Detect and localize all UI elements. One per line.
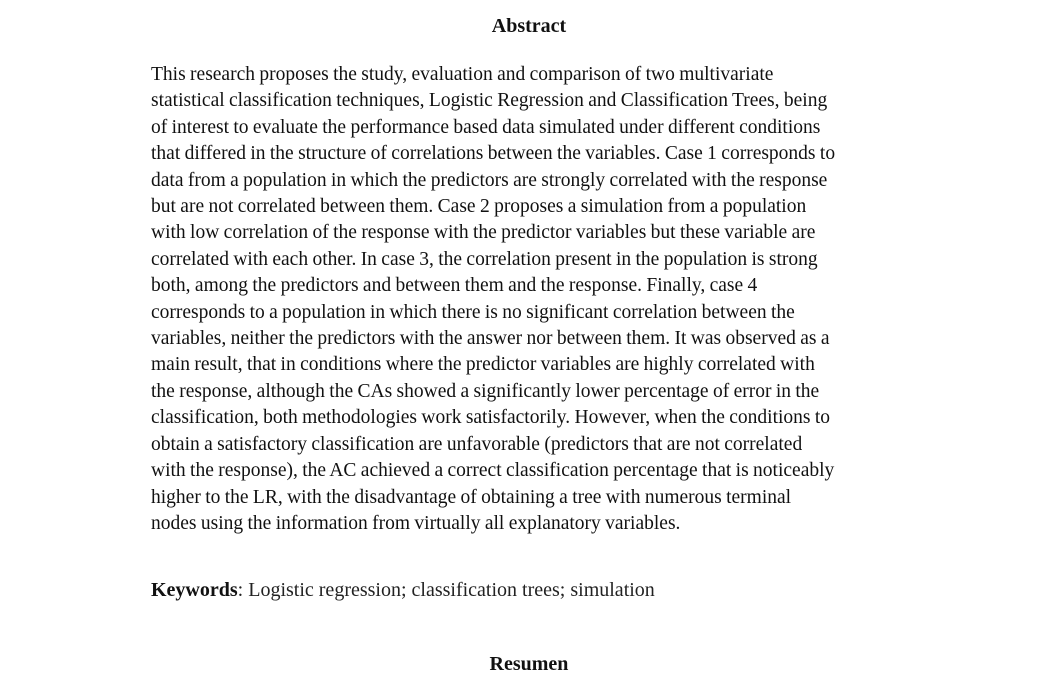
abstract-line: with the response), the AC achieved a correct classification percentage that is noticeably xyxy=(151,460,835,482)
abstract-line: obtain a satisfactory classification are unfavorable (predictors that are not correlated xyxy=(151,433,803,455)
abstract-heading: Abstract xyxy=(491,15,567,37)
abstract-line: with low correlation of the response with the predictor variables but these variable are xyxy=(151,222,816,244)
keywords-line xyxy=(151,577,655,603)
abstract-line: nodes using the information from virtually all explanatory variables. xyxy=(151,512,681,534)
abstract-line: corresponds to a population in which there is no significant correlation between the xyxy=(151,301,795,323)
abstract-line: but are not correlated between them. Case 2 proposes a simulation from a population xyxy=(151,196,807,218)
abstract-line: statistical classification techniques, Logistic Regression and Classification Trees, being xyxy=(151,90,828,112)
abstract-line: both, among the predictors and between them and the response. Finally, case 4 xyxy=(151,275,758,297)
abstract-line: variables, neither the predictors with the answer nor between them. It was observed as a xyxy=(151,328,830,350)
abstract-line: higher to the LR, with the disadvantage of obtaining a tree with numerous terminal xyxy=(151,486,792,508)
resumen-heading: Resumen xyxy=(489,653,569,675)
keywords-label: Keywords xyxy=(151,579,238,601)
abstract-line: that differed in the structure of correlations between the variables. Case 1 corresponds to xyxy=(151,143,836,165)
abstract-line: main result, that in conditions where the predictor variables are highly correlated with xyxy=(151,354,815,376)
abstract-line: correlated with each other. In case 3, the correlation present in the population is strong xyxy=(151,248,818,270)
abstract-line: the response, although the CAs showed a significantly lower percentage of error in the xyxy=(151,380,820,402)
abstract-body xyxy=(151,62,921,537)
keywords-text: : Logistic regression; classification trees; simulation xyxy=(237,579,655,601)
abstract-line: of interest to evaluate the performance based data simulated under different conditions xyxy=(151,116,821,138)
abstract-line: data from a population in which the predictors are strongly correlated with the response xyxy=(151,169,828,191)
abstract-line: classification, both methodologies work satisfactorily. However, when the conditions to xyxy=(151,407,831,429)
abstract-line: This research proposes the study, evaluation and comparison of two multivariate xyxy=(151,64,774,85)
